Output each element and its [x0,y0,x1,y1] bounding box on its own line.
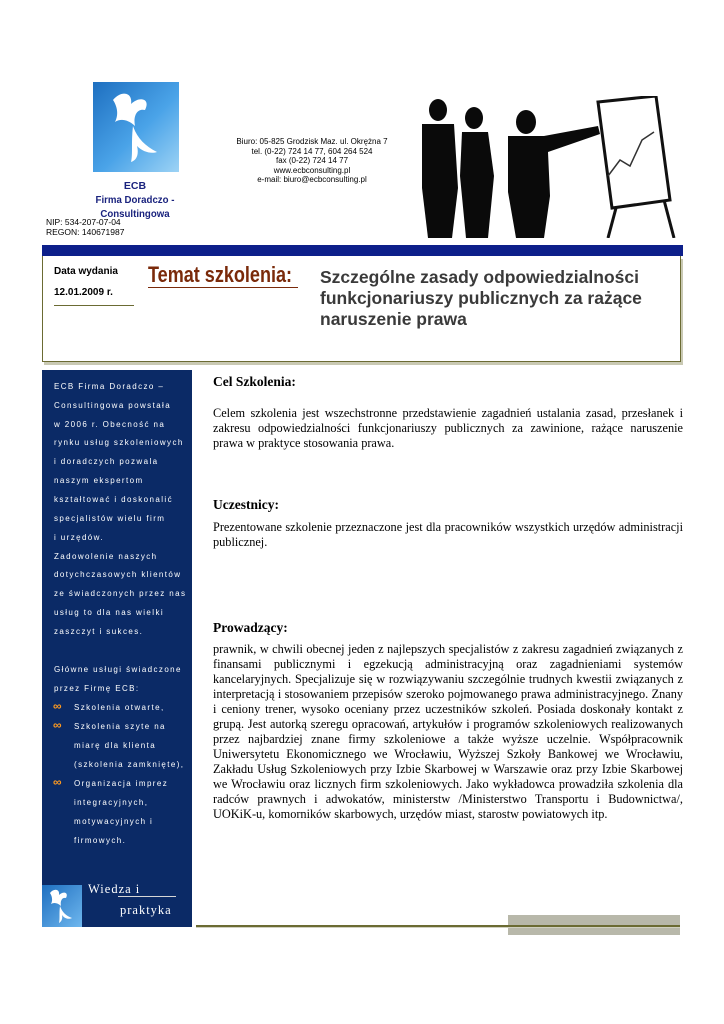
services-heading: przez Firmę ECB: [54,684,140,693]
date-divider [54,305,134,306]
trainer-text: prawnik, w chwili obecnej jeden z najlepszych specjalistów z zakresu zagadnień związanych z finansami publicznymi i egzekucją administracyjną oraz zagadnieniami systemów kancelaryjnych. Specjalizuje się w rozwiązywaniu szczególnie trudnych kwestii związanych z interpretacją i stosowaniem przepisów szeroko pojmowanego prawa administracyjnego. Znany i ceniony trener, wysoko oceniany przez uczestników szkoleń. Posiada doskonały kontakt z grupą. Jest autorką szeregu opracowań, artykułów i programów szkoleniowych realizowanych przez najbardziej znane firmy szkoleniowe a także wyższe uczelnie. Współpracownik Uniwersytetu Ekonomicznego we Wrocławiu, Wyższej Szkoły Bankowej we Wrocławiu, Zakładu Usług Szkoleniowych przy Izbie Skarbowej w Warszawie oraz przy Izbie Skarbowej we Wrocławiu oraz licznych firm szkoleniowych. Jako wykładowca prowadziła szkolenia dla radców prawnych i adwokatów, ministerstw /Ministerstwo Transportu i Budownictwa/, UOKiK-u, komorników skarbowych, urzędów miast, starostw powiatowych itp. [213,642,683,821]
company-name-line2: Firma Doradczo - Consultingowa [95,194,175,220]
service-item: integracyjnych, [74,798,149,807]
goal-text: Celem szkolenia jest wszechstronne przedstawienie zagadnień ustalania zasad, przesłanek i zakresu odpowiedzialności funkcjonariuszy publicznych za zawinione, rażące naruszenie prawa w praktyce stosowania prawa. [213,406,683,450]
sidebar-logo [42,885,82,927]
fax-line: fax (0-22) 724 14 77 [275,156,349,166]
contact-address [222,137,402,185]
sidebar-intro-line: w 2006 r. Obecność na [54,420,166,429]
topic-underline [148,287,298,288]
motto-divider [118,896,176,897]
topic-label: Temat szkolenia: [148,262,293,287]
sidebar-intro-line: i urzędów. [54,533,105,542]
service-item: Organizacja imprez [74,779,169,788]
participants-text: Prezentowane szkolenie przeznaczone jest dla pracowników wszystkich urzędów administracji publicznej. [213,520,683,549]
dove-icon [42,885,82,927]
motto-line1: Wiedza i [88,882,141,896]
sidebar-intro-line: ECB Firma Doradczo – [54,382,165,391]
trainer-heading: Prowadzący: [213,620,288,635]
company-name-line1: ECB [123,180,147,192]
header-bar [42,245,683,256]
service-item: (szkolenia zamknięte), [74,760,185,769]
service-item: motywacyjnych i [74,817,154,826]
course-title: Szczególne zasady odpowiedzialności funkcjonariuszy publicznych za rażące naruszenie prawa [320,267,642,329]
company-ids [46,217,124,237]
date-label: Data wydania [54,266,118,277]
phone-line: tel. (0-22) 724 14 77, 604 264 524 [251,146,373,156]
company-logo [93,82,179,172]
nip: NIP: 534-207-07-04 [46,217,121,227]
service-item: firmowych. [74,836,127,845]
date-value: 12.01.2009 r. [54,287,113,298]
sidebar-intro-line: rynku usług szkoleniowych [54,438,184,447]
sidebar-intro-line: specjalistów wielu firm [54,514,166,523]
sidebar-intro-line: dotychczasowych klientów [54,570,182,579]
sidebar [42,370,192,927]
footer-line-shadow [196,927,680,928]
goal-heading: Cel Szkolenia: [213,374,296,389]
address-line: Biuro: 05-825 Grodzisk Maz. ul. Okrężna 7 [236,137,388,146]
email-link[interactable]: e-mail: biuro@ecbconsulting.pl [257,175,367,185]
website-link[interactable]: www.ecbconsulting.pl [273,165,351,175]
sidebar-intro-line: naszym ekspertom [54,476,144,485]
sidebar-intro-line: zaszczyt i sukces. [54,627,144,636]
company-name [60,179,210,221]
service-item: miarę dla klienta [74,741,157,750]
service-item: Szkolenia otwarte, [74,703,165,712]
business-people-image [408,96,680,238]
services-heading: Główne usługi świadczone [54,665,182,674]
infinity-bullet-icon: ∞ [53,775,62,789]
regon: REGON: 140671987 [46,227,125,237]
sidebar-intro-line: Consultingowa powstała [54,401,172,410]
dove-icon [93,82,179,172]
participants-heading: Uczestnicy: [213,497,279,512]
service-item: Szkolenia szyte na [74,722,166,731]
motto-line2: praktyka [120,903,172,917]
sidebar-intro-line: i doradczych pozwala [54,457,159,466]
infinity-bullet-icon: ∞ [53,718,62,732]
sidebar-intro-line: Zadowolenie naszych [54,552,158,561]
sidebar-intro-line: kształtować i doskonalić [54,495,173,504]
sidebar-intro-line: ze świadczonych przez nas [54,589,187,598]
sidebar-intro-line: usług to dla nas wielki [54,608,165,617]
infinity-bullet-icon: ∞ [53,699,62,713]
